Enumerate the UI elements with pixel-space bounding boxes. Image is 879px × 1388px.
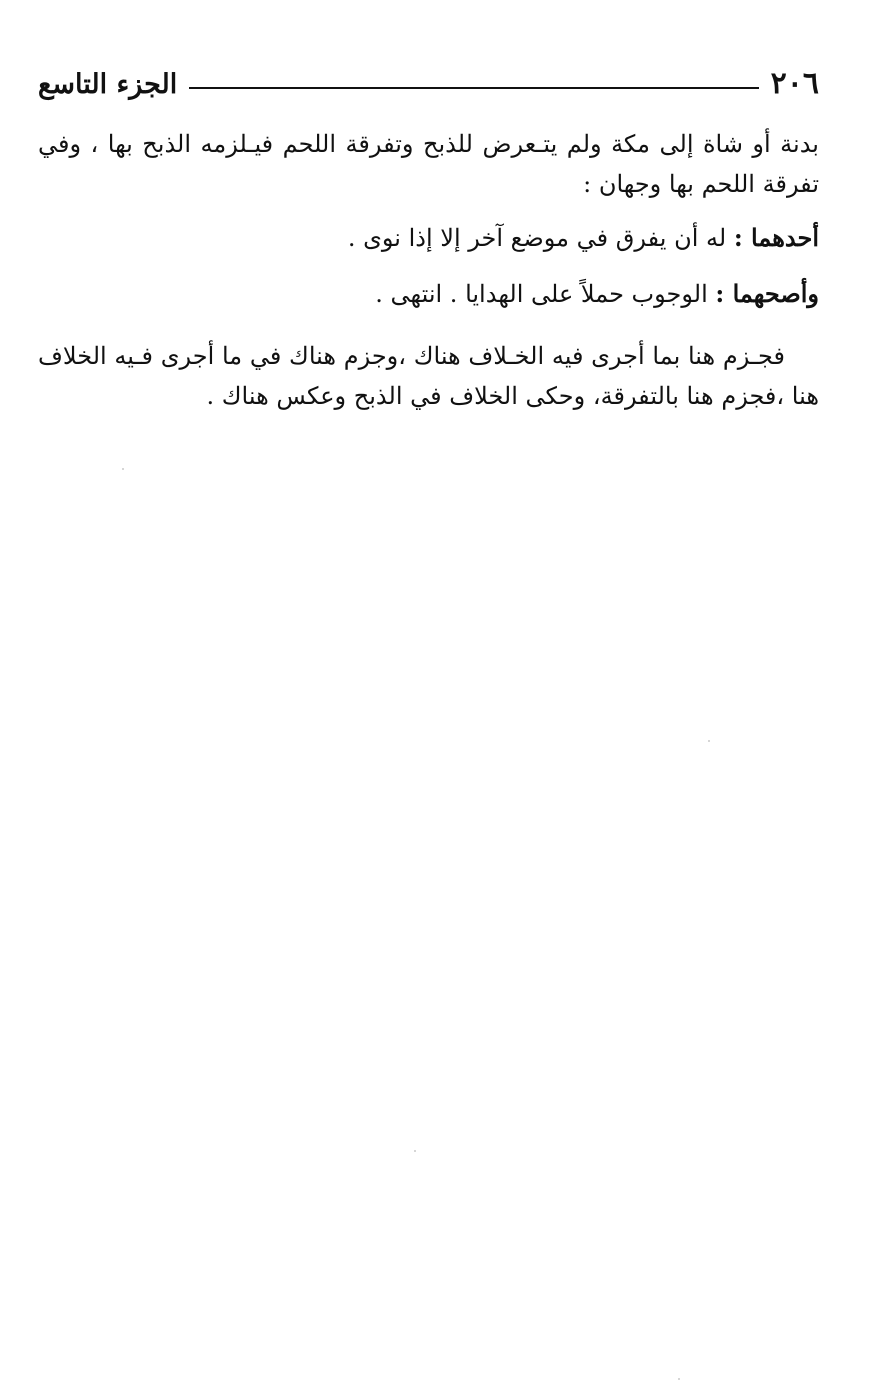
item-text: الوجوب حملاً على الهدايا . انتهى .: [375, 280, 708, 308]
scan-speck: [414, 1150, 416, 1152]
page-number: ٢٠٦: [770, 66, 819, 101]
item-text: له أن يفرق في موضع آخر إلا إذا نوى .: [347, 224, 727, 252]
item-term: وأصحهما :: [715, 279, 819, 308]
scan-speck: [708, 740, 710, 742]
scan-speck: [122, 468, 124, 470]
header-rule: [189, 87, 758, 89]
list-item: [38, 218, 819, 258]
page-header: [38, 62, 819, 106]
item-term: أحدهما :: [733, 223, 819, 252]
list-item: [38, 274, 819, 314]
running-title: الجزء التاسع: [38, 68, 178, 100]
intro-paragraph: بدنة أو شاة إلى مكة ولم يتـعرض للذبح وتفرقة اللحم فيـلزمه الذبح بها ، وفي تفرقة اللحم بها وجهان :: [38, 130, 819, 198]
closing-paragraph: فجـزم هنا بما أجرى فيه الخـلاف هناك ،وجزم هناك في ما أجرى فـيه الخلاف هنا ،فجزم هنا بالتفرقة، وحكى الخلاف في الذبح وعكس هناك .: [38, 342, 819, 410]
page-body: [38, 124, 819, 416]
scan-speck: [678, 1378, 680, 1380]
